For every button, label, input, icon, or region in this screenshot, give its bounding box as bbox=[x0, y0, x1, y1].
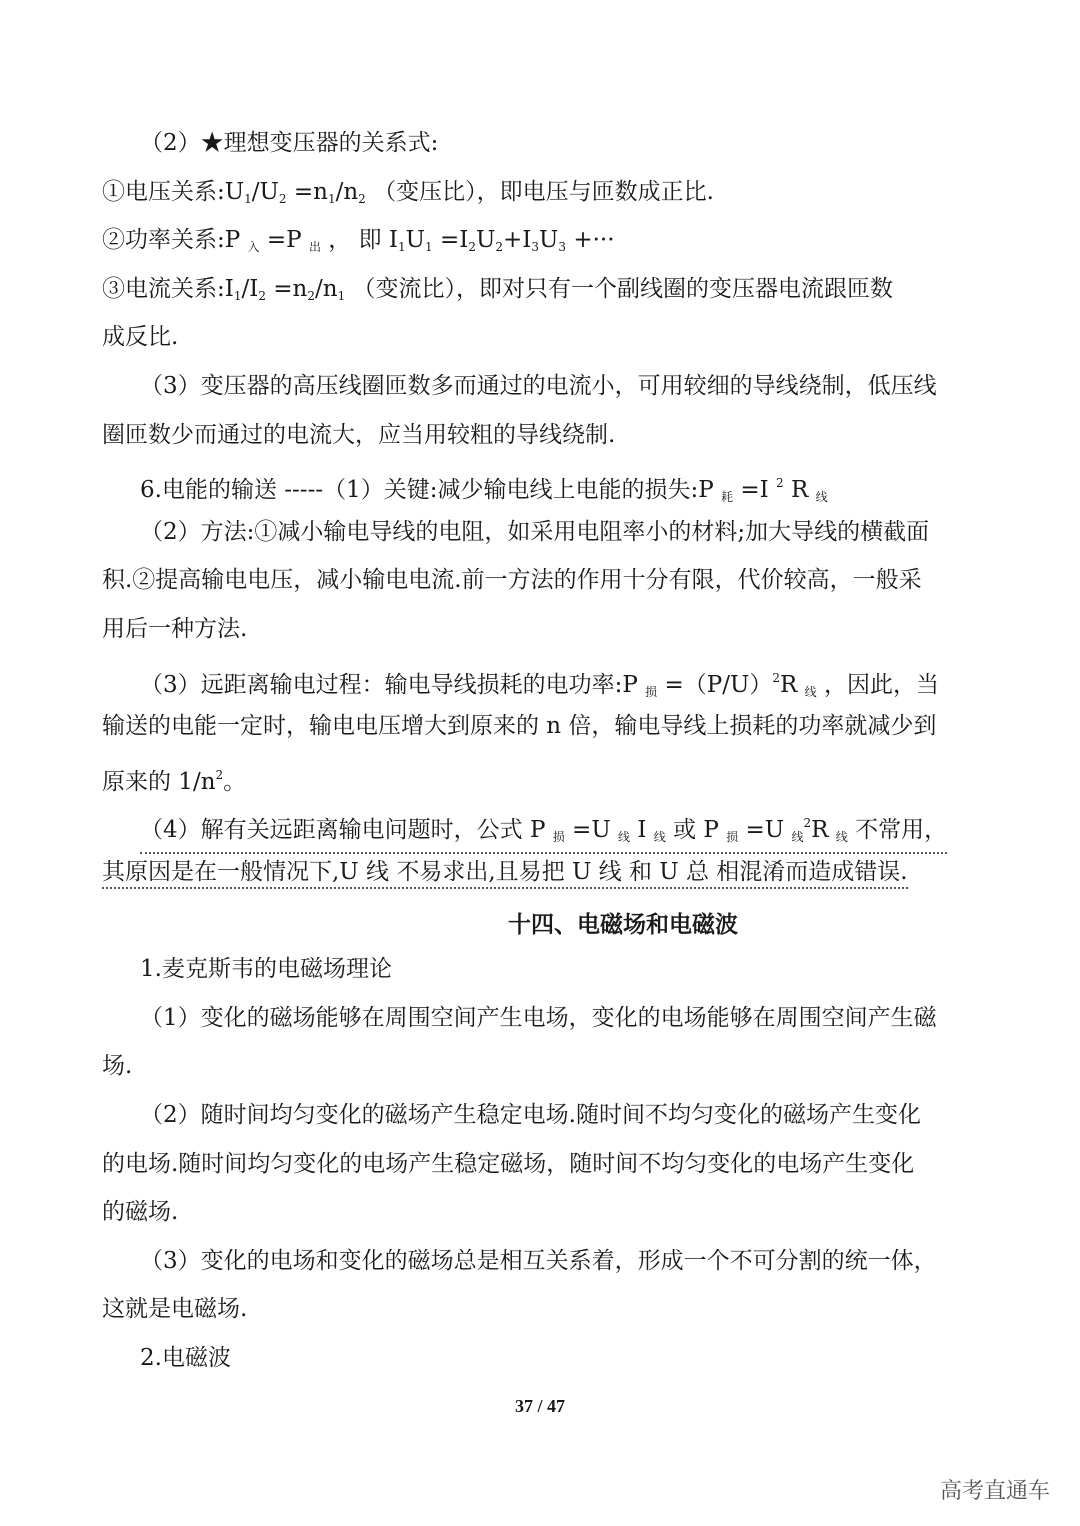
text-run: 的磁场. bbox=[102, 1199, 179, 1226]
text-line bbox=[102, 711, 936, 741]
text-line bbox=[102, 565, 922, 595]
section-heading bbox=[0, 906, 1080, 939]
text-line bbox=[102, 614, 247, 644]
subscript: 2 bbox=[468, 240, 476, 255]
subscript: 线 bbox=[791, 830, 804, 845]
text-line bbox=[140, 1003, 937, 1033]
text-run: +··· bbox=[566, 227, 615, 254]
subscript: 耗 bbox=[721, 490, 734, 505]
text-run: （4）解有关远距离输电问题时，公式 P bbox=[140, 817, 553, 844]
subscript: 线 bbox=[653, 830, 666, 845]
page-number: 37 / 47 bbox=[514, 1396, 565, 1416]
text-run: 原来的 1/n bbox=[102, 768, 216, 795]
text-run: 或 P bbox=[665, 817, 727, 844]
text-run: U bbox=[539, 227, 559, 254]
text-run: 6.电能的输送 -----（1）关键:减少输电线上电能的损失:P bbox=[140, 477, 722, 504]
text-line bbox=[140, 954, 392, 984]
text-run: （1）变化的磁场能够在周围空间产生电场，变化的电场能够在周围空间产生磁 bbox=[140, 1004, 937, 1031]
text-run: =（P/U） bbox=[657, 671, 773, 698]
text-line bbox=[140, 663, 939, 707]
text-run: 不常用， bbox=[847, 817, 948, 844]
text-run: /I bbox=[241, 275, 259, 302]
text-run: （2）方法:①减小输电导线的电阻，如采用电阻率小的材料;加大导线的横截面 bbox=[140, 518, 930, 545]
subscript: 2 bbox=[495, 240, 503, 255]
text-run: /n bbox=[335, 178, 359, 205]
subscript: 损 bbox=[726, 830, 739, 845]
text-run: 这就是电磁场. bbox=[102, 1296, 248, 1323]
subscript: 1 bbox=[337, 288, 346, 303]
text-run: =P bbox=[259, 227, 309, 254]
text-run: （2）★理想变压器的关系式: bbox=[140, 130, 439, 156]
text-run: 1.麦克斯韦的电磁场理论 bbox=[140, 956, 392, 983]
text-run: ，因此，当 bbox=[816, 671, 939, 698]
text-run: /U bbox=[251, 178, 279, 205]
text-line bbox=[140, 128, 438, 158]
text-run: 的电场.随时间均匀变化的电场产生稳定磁场，随时间不均匀变化的电场产生变化 bbox=[102, 1150, 915, 1177]
text-run: 用后一种方法. bbox=[102, 616, 248, 642]
subscript: 2 bbox=[278, 191, 287, 206]
text-run: I bbox=[630, 817, 654, 844]
superscript: 2 bbox=[772, 670, 781, 685]
text-run: 2.电磁波 bbox=[140, 1345, 231, 1371]
subscript: 线 bbox=[804, 684, 817, 699]
text-run: ②功率关系:P bbox=[102, 227, 248, 254]
text-run: ， 即 I bbox=[320, 227, 398, 254]
text-run: =n bbox=[286, 178, 328, 205]
subscript: 1 bbox=[425, 240, 433, 255]
subscript: 1 bbox=[244, 191, 252, 206]
subscript: 损 bbox=[552, 830, 565, 845]
text-line bbox=[102, 420, 615, 450]
text-run: （变流比），即对只有一个副线圈的变压器电流跟匝数 bbox=[345, 275, 894, 302]
text-line bbox=[140, 808, 947, 854]
subscript: 入 bbox=[247, 240, 260, 255]
text-run: U bbox=[405, 227, 426, 254]
text-run: R bbox=[780, 671, 805, 698]
text-line bbox=[102, 1051, 132, 1081]
superscript: 2 bbox=[215, 767, 224, 782]
text-line bbox=[140, 371, 937, 401]
text-line bbox=[102, 857, 908, 889]
text-run: =n bbox=[265, 275, 308, 302]
text-run: （2）随时间均匀变化的磁场产生稳定电场.随时间不均匀变化的磁场产生变化 bbox=[140, 1102, 921, 1128]
text-line bbox=[140, 1100, 921, 1130]
text-line bbox=[102, 1197, 178, 1227]
text-run: 输送的电能一定时，输电电压增大到原来的 n 倍，输电导线上损耗的功率就减少到 bbox=[102, 713, 937, 740]
subscript: 线 bbox=[618, 830, 631, 845]
text-line bbox=[102, 274, 893, 311]
subscript: 3 bbox=[558, 240, 567, 255]
subscript: 出 bbox=[308, 240, 321, 255]
text-run: =U bbox=[738, 817, 792, 844]
text-line bbox=[102, 177, 714, 214]
text-run: R bbox=[811, 817, 836, 844]
text-run: /n bbox=[315, 275, 338, 302]
text-line bbox=[102, 760, 246, 797]
subscript: 损 bbox=[645, 684, 658, 699]
text-run: 十四、电磁场和电磁波 bbox=[508, 911, 738, 938]
text-line bbox=[140, 1343, 231, 1373]
subscript: 3 bbox=[531, 240, 539, 255]
subscript: 1 bbox=[233, 288, 242, 303]
text-run: U bbox=[475, 227, 496, 254]
text-run: （变压比），即电压与匝数成正比. bbox=[365, 178, 714, 205]
text-run: 。 bbox=[223, 768, 247, 795]
text-run: +I bbox=[503, 227, 532, 254]
subscript: 1 bbox=[397, 240, 406, 255]
subscript: 2 bbox=[307, 288, 316, 303]
subscript: 1 bbox=[327, 191, 336, 206]
text-line bbox=[140, 517, 929, 547]
text-run: 场. bbox=[102, 1053, 133, 1080]
superscript: 2 bbox=[776, 476, 784, 491]
text-run: =U bbox=[564, 817, 619, 844]
text-run: ①电压关系:U bbox=[102, 178, 245, 205]
text-run: （3）变化的电场和变化的磁场总是相互关系着，形成一个不可分割的统一体， bbox=[140, 1247, 937, 1274]
text-line bbox=[140, 1246, 937, 1276]
text-line bbox=[102, 1294, 247, 1324]
text-run: =I bbox=[432, 227, 469, 254]
superscript: 2 bbox=[803, 816, 812, 831]
text-run: 其原因是在一般情况下,U 线 不易求出,且易把 U 线 和 U 总 相混淆而造成错误. bbox=[102, 859, 908, 885]
text-run: R bbox=[783, 477, 816, 504]
subscript: 2 bbox=[358, 191, 366, 206]
text-run: 成反比. bbox=[102, 324, 179, 351]
watermark: 高考直通车 bbox=[940, 1479, 1051, 1504]
text-run: =I bbox=[733, 477, 777, 504]
text-line bbox=[102, 322, 178, 352]
text-run: ③电流关系:I bbox=[102, 275, 234, 302]
subscript: 线 bbox=[815, 490, 828, 505]
text-run: 积.②提高输电电压，减小输电电流.前一方法的作用十分有限，代价较高，一般采 bbox=[102, 567, 922, 594]
text-run: （3）远距离输电过程：输电导线损耗的电功率:P bbox=[140, 671, 646, 698]
text-run: 圈匝数少而通过的电流大，应当用较粗的导线绕制. bbox=[102, 421, 616, 448]
subscript: 线 bbox=[835, 830, 848, 845]
text-line bbox=[102, 225, 615, 262]
text-run: （3）变压器的高压线圈匝数多而通过的电流小，可用较细的导线绕制，低压线 bbox=[140, 373, 937, 399]
subscript: 2 bbox=[258, 288, 266, 303]
text-line bbox=[102, 1149, 914, 1179]
text-line bbox=[140, 468, 828, 512]
